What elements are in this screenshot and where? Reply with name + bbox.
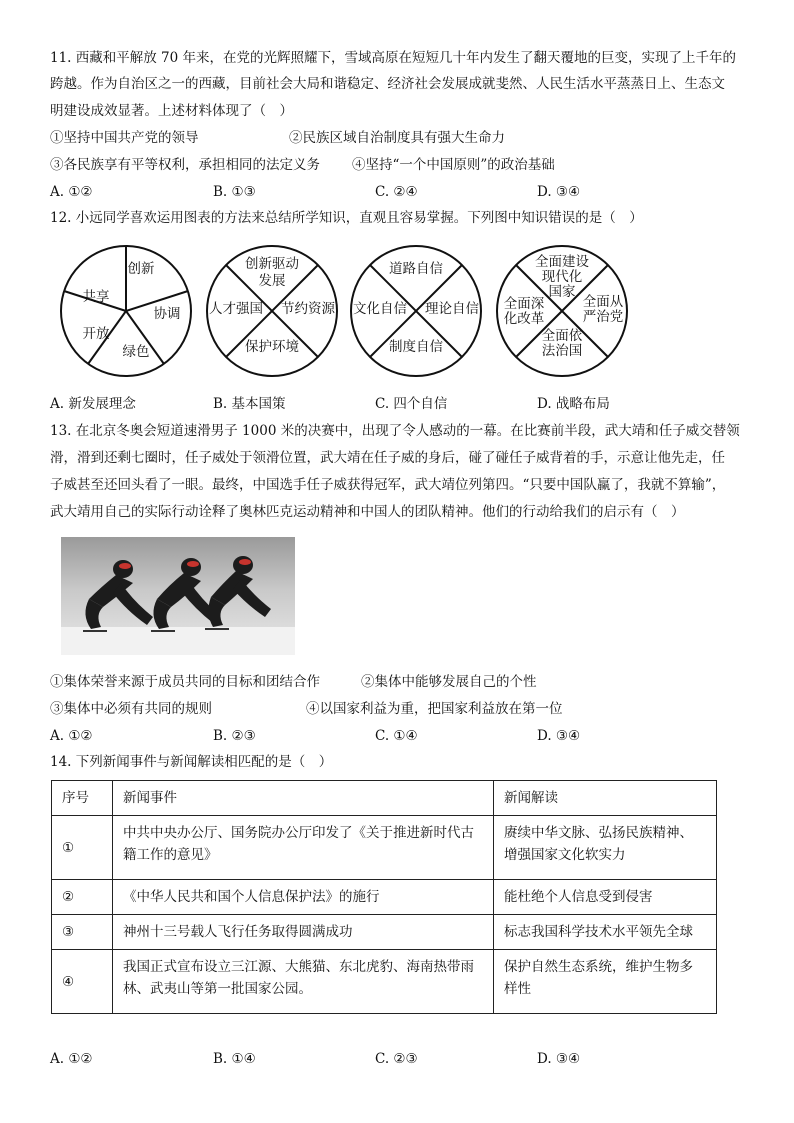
q13-stem-line-1: 13. 在北京冬奥会短道速滑男子 1000 米的决赛中，出现了令人感动的一幕。在比赛前半段，武大靖和任子威交替领 — [50, 423, 740, 439]
row-number: ③ — [52, 915, 113, 950]
q14-option-d: D. ③④ — [537, 1051, 581, 1067]
circle-2-seg-1b: 发展 — [258, 273, 286, 289]
circle-3-seg-1: 道路自信 — [389, 261, 443, 277]
circle-1-seg-3: 绿色 — [122, 344, 150, 360]
row-event: 神州十三号载人飞行任务取得圆满成功 — [113, 915, 494, 950]
table-row — [52, 880, 717, 915]
q14-option-a: A. ①② — [50, 1051, 93, 1067]
q11-stem-line-3: 明建设成效显著。上述材料体现了（ ） — [50, 103, 293, 119]
speed-skaters-photo — [61, 537, 295, 655]
q12-circle-diagrams — [0, 240, 794, 390]
q11-option-c: C. ②④ — [375, 184, 418, 200]
q11-statement-2: ②民族区域自治制度具有强大生命力 — [289, 130, 505, 146]
q13-statement-1: ①集体荣誉来源于成员共同的目标和团结合作 — [50, 674, 320, 690]
q13-option-d: D. ③④ — [537, 728, 581, 744]
header-number: 序号 — [52, 781, 113, 816]
q14-stem: 14. 下列新闻事件与新闻解读相匹配的是（ ） — [50, 754, 333, 770]
circle-4-seg-3b: 法治国 — [541, 343, 583, 359]
circle-3-seg-2: 理论自信 — [425, 301, 479, 317]
header-event: 新闻事件 — [113, 781, 494, 816]
q11-statement-1: ①坚持中国共产党的领导 — [50, 130, 199, 146]
q12-option-b: B. 基本国策 — [213, 396, 286, 412]
q13-statement-2: ②集体中能够发展自己的个性 — [361, 674, 537, 690]
table-header-row — [52, 781, 717, 816]
header-interpretation: 新闻解读 — [494, 781, 717, 816]
row-number: ① — [52, 816, 113, 880]
circle-4-seg-1c: 国家 — [548, 284, 576, 300]
q13-option-c: C. ①④ — [375, 728, 418, 744]
row-number: ② — [52, 880, 113, 915]
circle-3-seg-4: 文化自信 — [353, 301, 407, 317]
q14-option-c: C. ②③ — [375, 1051, 418, 1067]
q11-option-b: B. ①③ — [213, 184, 256, 200]
row-number: ④ — [52, 950, 113, 1014]
news-table — [51, 780, 717, 1014]
circle-3-seg-3: 制度自信 — [389, 339, 443, 355]
table-row — [52, 950, 717, 1014]
q13-option-b: B. ②③ — [213, 728, 256, 744]
q11-stem-line-2: 跨越。作为自治区之一的西藏，目前社会大局和谐稳定、经济社会发展成就斐然、人民生活水平蒸蒸日上、生态文 — [50, 76, 725, 92]
circle-2-seg-1a: 创新驱动 — [245, 256, 299, 272]
circle-2-seg-4: 人才强国 — [209, 301, 263, 317]
q13-stem-line-4: 武大靖用自己的实际行动诠释了奥林匹克运动精神和中国人的团队精神。他们的行动给我们的启示有（ ） — [50, 504, 685, 520]
circle-2-seg-3: 保护环境 — [245, 339, 299, 355]
q13-statement-4: ④以国家利益为重，把国家利益放在第一位 — [306, 701, 563, 717]
circle-4-seg-4a: 全面深 — [503, 296, 545, 312]
q12-option-d: D. 战略布局 — [537, 396, 610, 412]
circle-1-seg-5: 共享 — [82, 289, 110, 305]
circle-4-seg-1a: 全面建设 — [535, 254, 589, 270]
q13-option-a: A. ①② — [50, 728, 93, 744]
circle-4-seg-3a: 全面依 — [541, 328, 583, 344]
q12-stem: 12. 小远同学喜欢运用图表的方法来总结所学知识，直观且容易掌握。下列图中知识错误的是（ ） — [50, 210, 643, 226]
q12-option-c: C. 四个自信 — [375, 396, 448, 412]
q11-statement-3: ③各民族享有平等权利，承担相同的法定义务 — [50, 157, 320, 173]
circle-1-seg-4: 开放 — [82, 326, 110, 342]
q14-option-b: B. ①④ — [213, 1051, 256, 1067]
q11-stem-line-1: 11. 西藏和平解放 70 年来，在党的光辉照耀下，雪域高原在短短几十年内发生了翻天覆地的巨变，实现了上千年的 — [50, 50, 737, 66]
circle-4-seg-4b: 化改革 — [503, 311, 545, 327]
circle-4-seg-1b: 现代化 — [541, 269, 583, 285]
circle-4-seg-2a: 全面从 — [582, 294, 624, 310]
circle-4-seg-2b: 严治党 — [582, 309, 624, 325]
row-event: 我国正式宣布设立三江源、大熊猫、东北虎豹、海南热带雨林、武夷山等第一批国家公园。 — [113, 950, 494, 1014]
q11-option-d: D. ③④ — [537, 184, 581, 200]
row-interpretation: 保护自然生态系统，维护生物多样性 — [494, 950, 717, 1014]
q12-option-a: A. 新发展理念 — [50, 396, 136, 412]
table-row — [52, 915, 717, 950]
q13-statement-3: ③集体中必须有共同的规则 — [50, 701, 212, 717]
q11-statement-4: ④坚持“一个中国原则”的政治基础 — [352, 157, 555, 173]
q11-option-a: A. ①② — [50, 184, 93, 200]
row-interpretation: 赓续中华文脉、弘扬民族精神、增强国家文化软实力 — [494, 816, 717, 880]
row-interpretation: 标志我国科学技术水平领先全球 — [494, 915, 717, 950]
q13-stem-line-2: 滑，滑到还剩七圈时，任子威处于领滑位置，武大靖在任子威的身后，碰了碰任子威背着的手，示意让他先走，任 — [50, 450, 725, 466]
circle-2-seg-2: 节约资源 — [281, 301, 335, 317]
table-row — [52, 816, 717, 880]
circle-1-seg-1: 创新 — [127, 261, 155, 277]
row-interpretation: 能杜绝个人信息受到侵害 — [494, 880, 717, 915]
row-event: 《中华人民共和国个人信息保护法》的施行 — [113, 880, 494, 915]
q13-stem-line-3: 子威甚至还回头看了一眼。最终，中国选手任子威获得冠军，武大靖位列第四。“只要中国队赢了，我就不算输”， — [50, 477, 726, 493]
circle-1-seg-2: 协调 — [153, 306, 181, 322]
row-event: 中共中央办公厅、国务院办公厅印发了《关于推进新时代古籍工作的意见》 — [113, 816, 494, 880]
